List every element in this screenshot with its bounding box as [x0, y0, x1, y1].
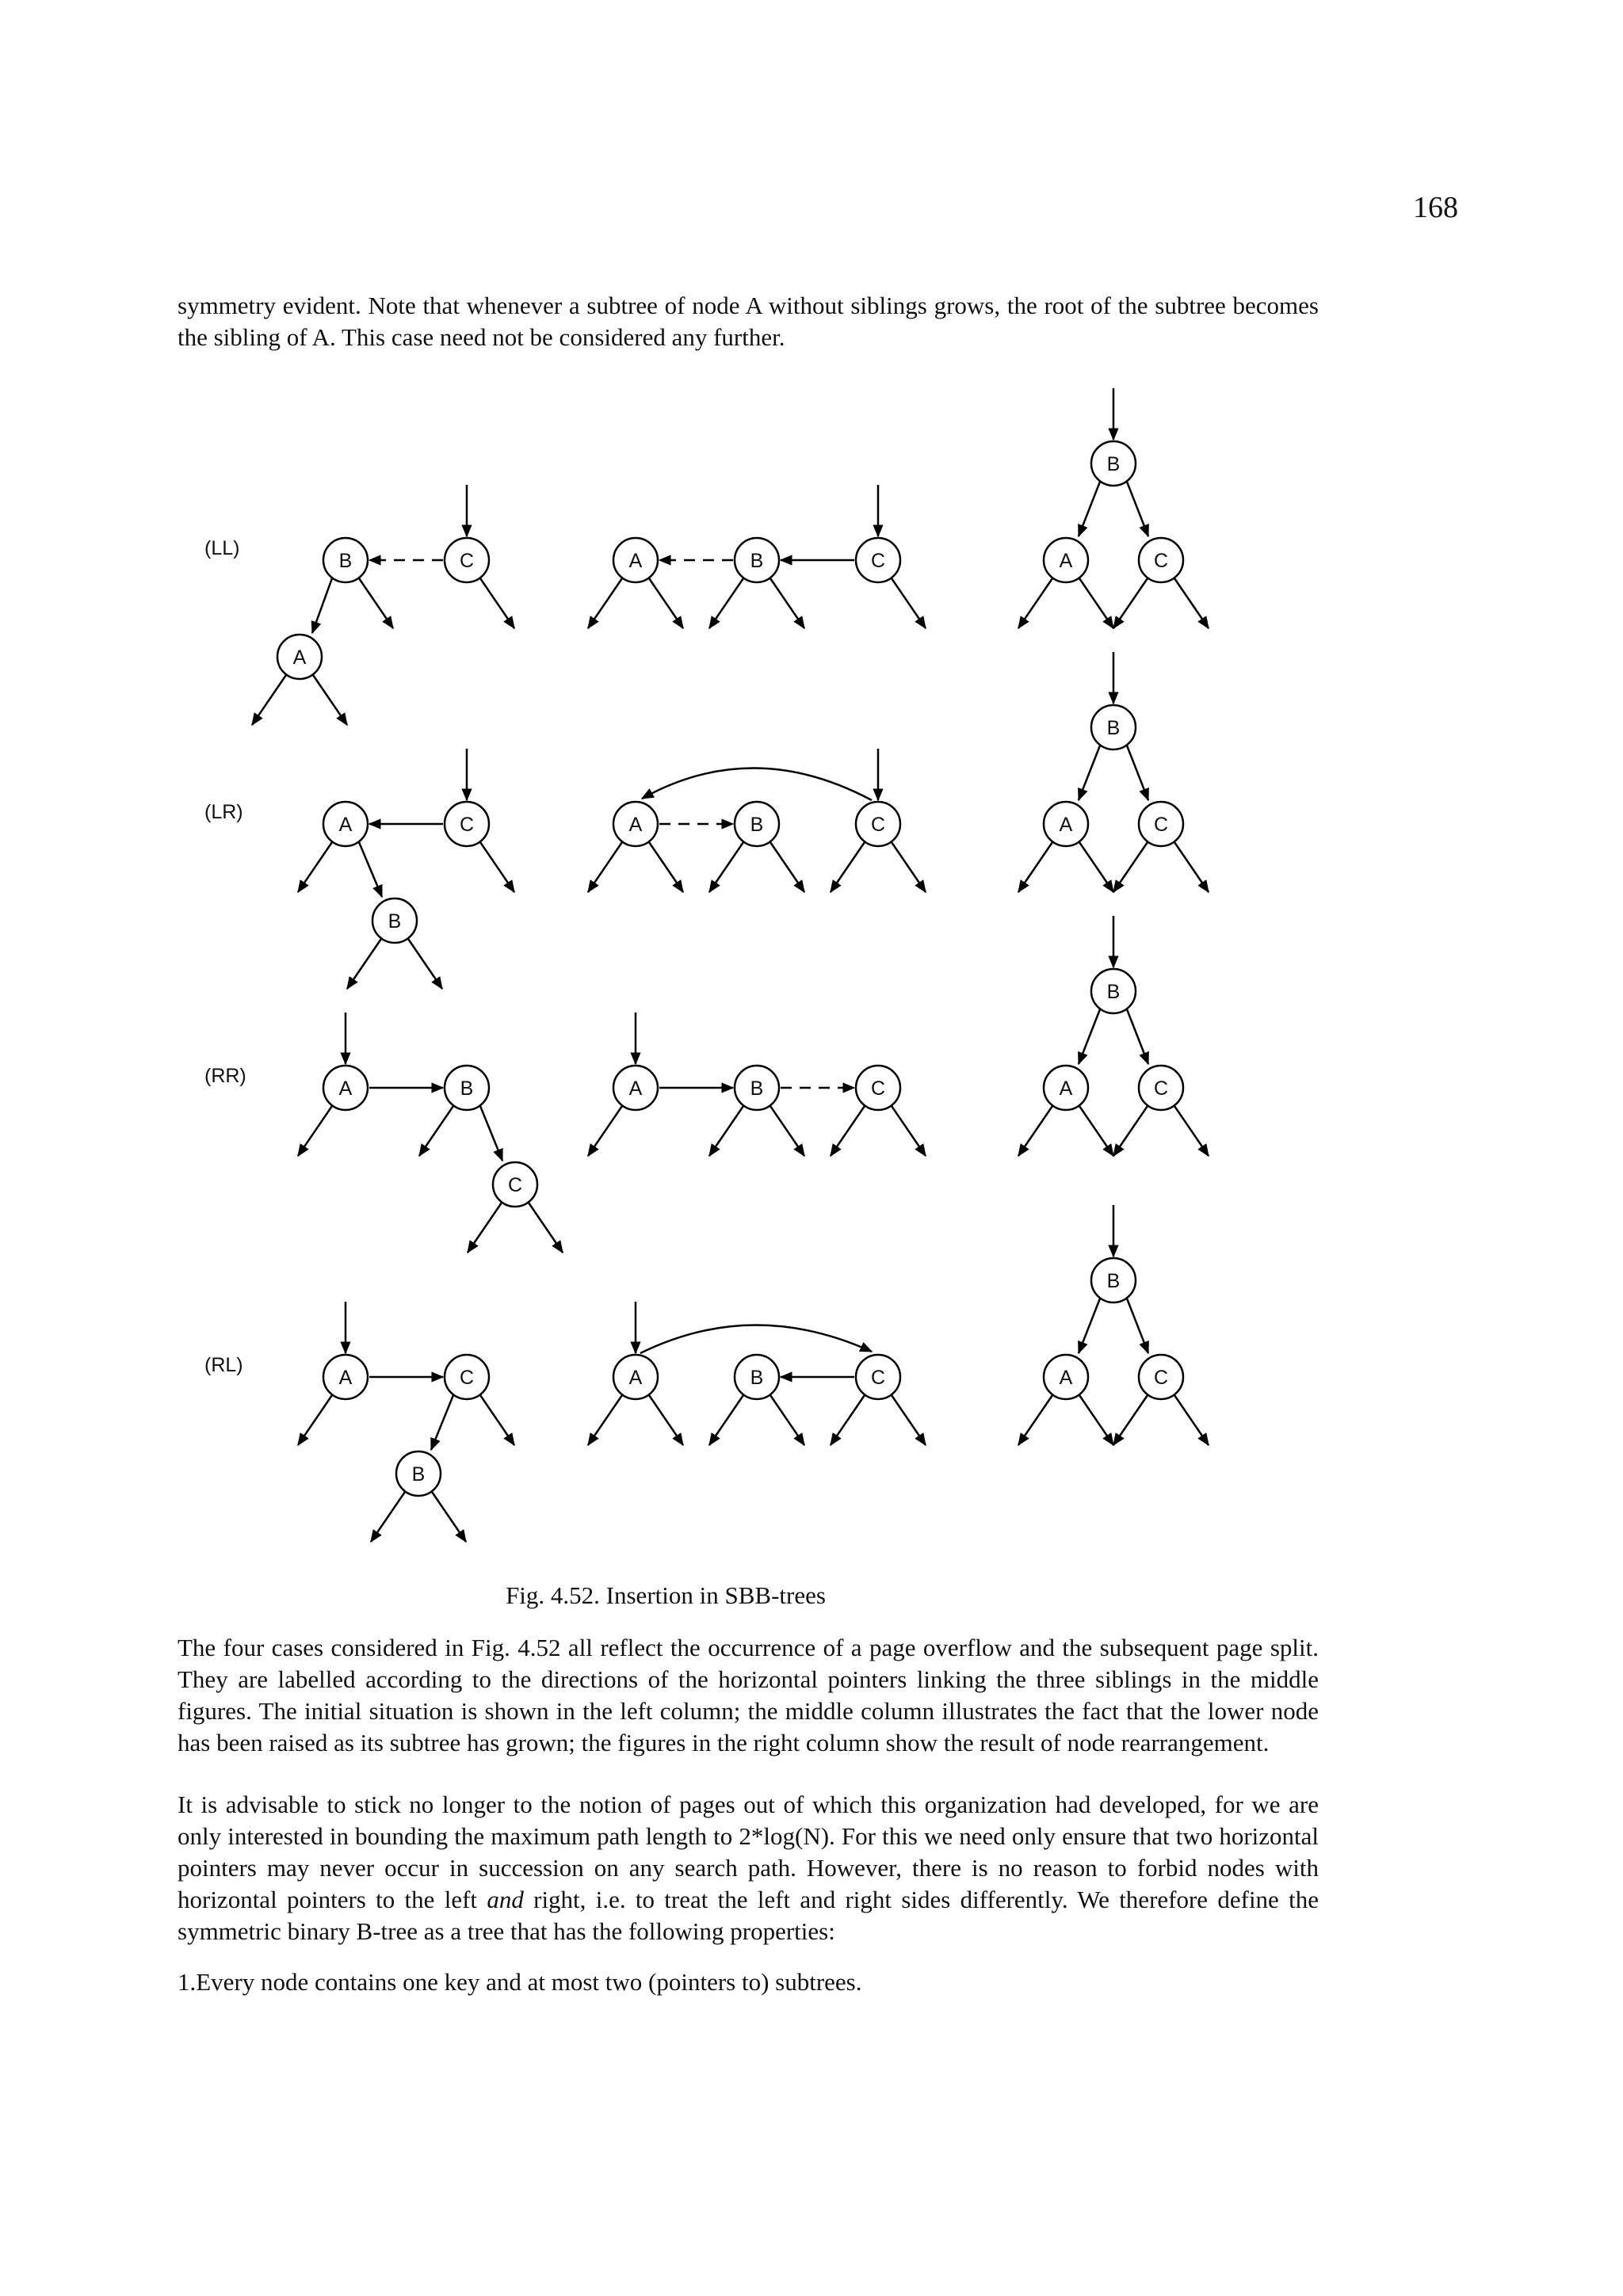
rr-result-node-c-left-child-pointer: [1113, 1106, 1148, 1156]
lr-left-c: [445, 802, 489, 846]
lr-mid-c-to-a-curved-pointer: [642, 768, 872, 800]
node-label: C: [870, 1077, 886, 1100]
ll-result-b-to-a-pointer: [1079, 482, 1100, 536]
ll-left-a: [277, 635, 322, 679]
rl-left-b: [396, 1451, 441, 1496]
node-label: A: [628, 814, 643, 836]
lr-result-node-a: [1044, 802, 1088, 846]
rl-mid-a-to-c-curved-pointer: [640, 1325, 872, 1353]
node-label: A: [338, 1367, 353, 1389]
lr-left-b-left-child-pointer: [347, 939, 381, 989]
rl-result-node-a-left-child-pointer: [1018, 1395, 1052, 1445]
emphasis-and: and: [487, 1886, 524, 1913]
ll-mid-a-right-child-pointer: [649, 578, 683, 628]
lr-result-node-c-left-child-pointer: [1113, 842, 1148, 892]
lr-left-a: [323, 802, 368, 846]
ll-left-b-to-a-pointer: [312, 578, 332, 633]
lr-mid-b-right-child-pointer: [770, 842, 804, 892]
node-label: B: [388, 910, 402, 933]
property-list-item: [178, 1966, 1319, 1998]
rr-left-b-to-c-pointer: [480, 1106, 502, 1161]
node-label: B: [1106, 453, 1121, 475]
rr-mid-a: [613, 1066, 658, 1110]
rl-mid-a-right-child-pointer: [649, 1395, 683, 1445]
node-label: A: [1059, 550, 1073, 572]
page-number: 168: [1413, 191, 1458, 224]
rr-result-node-c: [1139, 1066, 1183, 1110]
node-label: C: [459, 814, 475, 836]
lr-mid-a-left-child-pointer: [588, 842, 622, 892]
ll-result-node-a: [1044, 538, 1088, 582]
rl-mid-b-left-child-pointer: [709, 1395, 743, 1445]
node-label: A: [1059, 814, 1073, 836]
lr-mid-b-left-child-pointer: [709, 842, 743, 892]
rr-mid-a-left-child-pointer: [588, 1106, 622, 1156]
rl-mid-c: [856, 1355, 900, 1399]
lr-mid-b: [735, 802, 779, 846]
rl-mid-c-left-child-pointer: [831, 1395, 865, 1445]
ll-result-node-a-right-child-pointer: [1079, 578, 1113, 628]
ll-result-node-b: [1091, 441, 1136, 486]
rl-left-a-left-child-pointer: [298, 1395, 332, 1445]
paragraph-intro: symmetry evident. Note that whenever a subtree of node A without siblings grows, the root of the subtree becomes the sibling of A. This case need not be considered any further.: [178, 292, 1319, 351]
paragraph-definition: [178, 1789, 1319, 1947]
node-label: B: [1106, 981, 1121, 1003]
node-label: A: [338, 814, 353, 836]
ll-mid-b-left-child-pointer: [709, 578, 743, 628]
rr-result-node-a: [1044, 1066, 1088, 1110]
rl-left-c: [445, 1355, 489, 1399]
node-label: B: [750, 550, 764, 572]
rl-result-node-c-right-child-pointer: [1174, 1395, 1209, 1445]
lr-result-b-to-a-pointer: [1079, 746, 1100, 800]
rl-result-node-a-right-child-pointer: [1079, 1395, 1113, 1445]
node-label: C: [459, 1367, 475, 1389]
rl-left-b-right-child-pointer: [432, 1492, 466, 1542]
rr-mid-b: [735, 1066, 779, 1110]
node-label: C: [1153, 1077, 1169, 1100]
ll-mid-a: [613, 538, 658, 582]
ll-left-b-right-child-pointer: [359, 578, 393, 628]
rl-result-b-to-c-pointer: [1127, 1299, 1148, 1353]
rr-mid-b-right-child-pointer: [770, 1106, 804, 1156]
lr-result-b-to-c-pointer: [1127, 746, 1148, 800]
case-label: (RL): [204, 1354, 243, 1376]
node-label: C: [1153, 1367, 1169, 1389]
node-label: C: [459, 550, 475, 572]
rr-left-a: [323, 1066, 368, 1110]
rr-left-b: [445, 1066, 489, 1110]
rr-result-b-to-c-pointer: [1127, 1009, 1148, 1064]
node-label: A: [292, 646, 307, 669]
node-label: A: [628, 1367, 643, 1389]
node-label: C: [870, 1367, 886, 1389]
rr-mid-b-left-child-pointer: [709, 1106, 743, 1156]
rr-result-b-to-a-pointer: [1079, 1009, 1100, 1064]
ll-left-b: [323, 538, 368, 582]
node-label: C: [870, 814, 886, 836]
paragraph-cases: The four cases considered in Fig. 4.52 all reflect the occurrence of a page overflow and the subsequent page split. They are labelled according to the directions of the horizontal pointers linking the three siblings in the middle figures. The initial situation is shown in the left column; the middle column illustrates the fact that the lower node has been raised as its subtree has grown; the figures in the right column show the result of node rearrangement.: [178, 1634, 1319, 1756]
rl-result-node-b: [1091, 1258, 1136, 1302]
paragraph-definition-part-2: right, i.e. to treat the left and right sides differently. We therefore define the symmetric binary B-tree as a tree that has the following properties:: [178, 1886, 1319, 1945]
lr-left-a-left-child-pointer: [298, 842, 332, 892]
rr-left-c: [493, 1162, 537, 1207]
rr-result-node-b: [1091, 969, 1136, 1013]
rr-left-a-left-child-pointer: [298, 1106, 332, 1156]
ll-result-b-to-c-pointer: [1127, 482, 1148, 536]
rl-mid-a-left-child-pointer: [588, 1395, 622, 1445]
lr-mid-c: [856, 802, 900, 846]
lr-mid-c-right-child-pointer: [892, 842, 926, 892]
rl-left-c-to-b-pointer: [431, 1395, 453, 1450]
rl-left-a: [323, 1355, 368, 1399]
node-label: B: [750, 814, 764, 836]
node-label: B: [750, 1077, 764, 1100]
ll-mid-c: [856, 538, 900, 582]
ll-mid-b: [735, 538, 779, 582]
case-label: (RR): [204, 1065, 246, 1087]
node-label: C: [870, 550, 886, 572]
rr-result-node-a-right-child-pointer: [1079, 1106, 1113, 1156]
ll-left-a-right-child-pointer: [313, 675, 347, 725]
node-label: B: [338, 550, 353, 572]
lr-mid-a-right-child-pointer: [649, 842, 683, 892]
node-label: A: [628, 1077, 643, 1100]
lr-result-node-c-right-child-pointer: [1174, 842, 1209, 892]
rr-mid-c-right-child-pointer: [892, 1106, 926, 1156]
lr-left-a-to-b-pointer: [359, 842, 382, 897]
rl-mid-a: [613, 1355, 658, 1399]
node-label: B: [1106, 1270, 1121, 1292]
rl-mid-b: [735, 1355, 779, 1399]
figure-caption: Fig. 4.52. Insertion in SBB-trees: [506, 1581, 826, 1609]
lr-result-node-c: [1139, 802, 1183, 846]
rl-left-b-left-child-pointer: [371, 1492, 405, 1542]
lr-result-node-a-left-child-pointer: [1018, 842, 1052, 892]
ll-result-node-a-left-child-pointer: [1018, 578, 1052, 628]
rr-left-b-left-child-pointer: [419, 1106, 453, 1156]
lr-left-c-right-child-pointer: [480, 842, 514, 892]
rl-mid-c-right-child-pointer: [892, 1395, 926, 1445]
rl-result-node-c: [1139, 1355, 1183, 1399]
node-label: B: [460, 1077, 474, 1100]
ll-result-node-c-right-child-pointer: [1174, 578, 1209, 628]
paragraph-definition-part-1: It is advisable to stick no longer to the notion of pages out of which this organization had developed, for we are only interested in bounding the maximum path length to 2*log(N). For this we need only ensure that two horizontal pointers may never occur in succession on any search path. However, there is no reason to forbid nodes with horizontal pointers to the left: [178, 1791, 1319, 1913]
ll-mid-b-right-child-pointer: [770, 578, 804, 628]
rr-left-c-left-child-pointer: [468, 1203, 502, 1253]
node-label: B: [411, 1463, 426, 1486]
ll-result-node-c-left-child-pointer: [1113, 578, 1148, 628]
rl-result-node-a: [1044, 1355, 1088, 1399]
rr-result-node-c-right-child-pointer: [1174, 1106, 1209, 1156]
ll-left-c-right-child-pointer: [480, 578, 514, 628]
ll-mid-a-left-child-pointer: [588, 578, 622, 628]
node-label: A: [1059, 1367, 1073, 1389]
rr-mid-c-left-child-pointer: [831, 1106, 865, 1156]
ll-left-a-left-child-pointer: [252, 675, 286, 725]
list-item-text: Every node contains one key and at most two (pointers to) subtrees.: [196, 1968, 862, 1996]
node-label: A: [628, 550, 643, 572]
list-item-number: 1.: [178, 1968, 197, 1996]
ll-result-node-c: [1139, 538, 1183, 582]
lr-mid-c-left-child-pointer: [831, 842, 865, 892]
node-label: B: [1106, 717, 1121, 739]
rr-result-node-a-left-child-pointer: [1018, 1106, 1052, 1156]
node-label: B: [750, 1367, 764, 1389]
lr-mid-a: [613, 802, 658, 846]
rl-result-b-to-a-pointer: [1079, 1299, 1100, 1353]
node-label: C: [1153, 814, 1169, 836]
rr-mid-c: [856, 1066, 900, 1110]
rl-left-c-right-child-pointer: [480, 1395, 514, 1445]
case-label: (LR): [204, 801, 243, 823]
lr-left-b-right-child-pointer: [408, 939, 442, 989]
rl-result-node-c-left-child-pointer: [1113, 1395, 1148, 1445]
lr-result-node-a-right-child-pointer: [1079, 842, 1113, 892]
rr-left-c-right-child-pointer: [529, 1203, 563, 1253]
node-label: C: [507, 1174, 523, 1196]
node-label: A: [1059, 1077, 1073, 1100]
ll-left-c: [445, 538, 489, 582]
case-label: (LL): [204, 537, 240, 559]
lr-result-node-b: [1091, 705, 1136, 749]
node-label: C: [1153, 550, 1169, 572]
rl-mid-b-right-child-pointer: [770, 1395, 804, 1445]
node-label: A: [338, 1077, 353, 1100]
ll-mid-c-right-child-pointer: [892, 578, 926, 628]
lr-left-b: [372, 898, 417, 943]
